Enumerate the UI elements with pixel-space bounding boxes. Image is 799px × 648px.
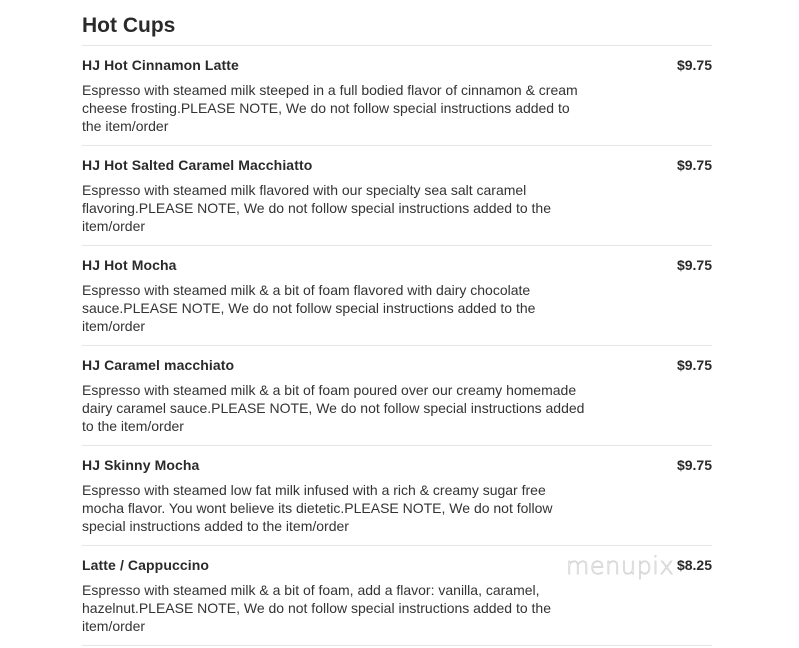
item-description: Espresso with steamed milk & a bit of foam poured over our creamy homemade dairy caramel sauce.PLEASE NOTE, We do not follow special instructions added to the item/order	[82, 382, 585, 434]
menu-item[interactable]	[82, 446, 712, 546]
menupix-watermark: menupix	[566, 552, 675, 580]
item-description: Espresso with steamed milk steeped in a full bodied flavor of cinnamon & cream cheese frosting.PLEASE NOTE, We do not follow special instructions added to the item/order	[82, 82, 578, 134]
item-name[interactable]: HJ Hot Salted Caramel Macchiatto	[82, 157, 313, 173]
menu-section	[82, 0, 712, 646]
item-name[interactable]: HJ Hot Cinnamon Latte	[82, 57, 239, 73]
item-name[interactable]: Latte / Cappuccino	[82, 557, 210, 573]
item-description: Espresso with steamed low fat milk infused with a rich & creamy sugar free mocha flavor. You wont believe its dietetic.PLEASE NOTE, We do not follow special instructions added to the item/order	[82, 482, 553, 534]
item-price: $9.75	[676, 457, 712, 473]
menu-item[interactable]	[82, 146, 712, 246]
item-price: $9.75	[676, 357, 712, 373]
item-description: Espresso with steamed milk & a bit of foam, add a flavor: vanilla, caramel, hazelnut.PLEASE NOTE, We do not follow special instructions added to the item/order	[82, 582, 551, 634]
item-description: Espresso with steamed milk flavored with our specialty sea salt caramel flavoring.PLEASE NOTE, We do not follow special instructions added to the item/order	[82, 182, 551, 234]
item-price: $8.25	[676, 557, 712, 573]
menu-item[interactable]	[82, 346, 712, 446]
menu-item[interactable]	[82, 546, 712, 646]
item-price: $9.75	[676, 157, 712, 173]
menu-item[interactable]	[82, 246, 712, 346]
menu-item[interactable]	[82, 46, 712, 146]
item-price: $9.75	[676, 257, 712, 273]
item-name[interactable]: HJ Hot Mocha	[82, 257, 177, 273]
item-description: Espresso with steamed milk & a bit of foam flavored with dairy chocolate sauce.PLEASE NOTE, We do not follow special instructions added to the item/order	[82, 282, 536, 334]
item-name[interactable]: HJ Skinny Mocha	[82, 457, 200, 473]
item-name[interactable]: HJ Caramel macchiato	[82, 357, 235, 373]
section-title: Hot Cups	[82, 0, 712, 46]
item-price: $9.75	[676, 57, 712, 73]
